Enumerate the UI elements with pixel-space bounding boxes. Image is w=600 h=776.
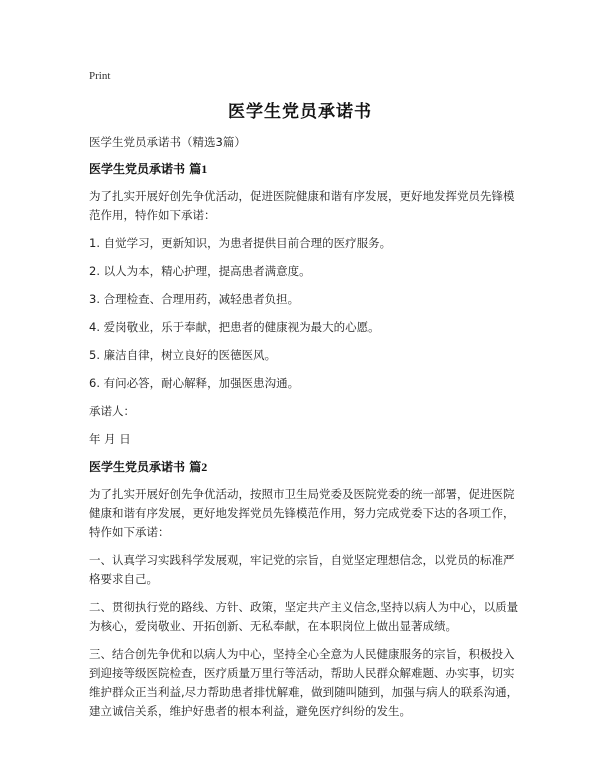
document-subtitle: 医学生党员承诺书（精选3篇）: [89, 135, 246, 149]
section-1-item: 5. 廉洁自律，树立良好的医德医风。: [89, 348, 277, 362]
section-1-signer: 承诺人：: [89, 404, 135, 418]
section-2-paragraph: 一、认真学习实践科学发展观，牢记党的宗旨，自觉坚定理想信念，以党员的标准严格要求自己。: [89, 553, 515, 586]
section-1-heading-num: 篇1: [189, 162, 208, 176]
section-2-paragraph: 三、结合创先争优和以病人为中心，坚持全心全意为人民健康服务的宗旨，积极投入到迎接等级医院检查，医疗质量万里行等活动，帮助人民群众解难题、办实事，切实维护群众正当利益,尽力帮助患者排忧解难，做到随叫随到，加强与病人的联系沟通，建立诚信关系，维护好患者的根本利益，避免医疗纠纷的发生。: [89, 647, 519, 718]
document-title: 医学生党员承诺书: [228, 102, 372, 122]
section-1-intro: 为了扎实开展好创先争优活动，促进医院健康和谐有序发展，更好地发挥党员先锋模范作用，特作如下承诺：: [89, 189, 515, 222]
section-1-heading-text: 医学生党员承诺书: [89, 162, 190, 176]
print-label[interactable]: Print: [89, 70, 111, 82]
section-1-item: 4. 爱岗敬业，乐于奉献，把患者的健康视为最大的心愿。: [89, 320, 380, 334]
section-2-heading-text: 医学生党员承诺书: [89, 460, 190, 474]
section-1-item: 3. 合理检查、合理用药，减轻患者负担。: [89, 292, 300, 306]
section-2-intro: 为了扎实开展好创先争优活动，按照市卫生局党委及医院党委的统一部署，促进医院健康和谐有序发展，更好地发挥党员先锋模范作用，努力完成党委下达的各项工作，特作如下承诺：: [89, 487, 515, 539]
section-1-heading: [89, 160, 521, 179]
section-1-item: 6. 有问必答，耐心解释，加强医患沟通。: [89, 376, 300, 390]
section-2-heading-num: 篇2: [189, 460, 208, 474]
document-body: [89, 133, 521, 730]
section-1-item: 2. 以人为本，精心护理，提高患者满意度。: [89, 264, 311, 278]
section-1-date: 年 月 日: [89, 432, 131, 446]
section-2-heading: [89, 458, 521, 477]
section-2-paragraph: 二、贯彻执行党的路线、方针、政策，坚定共产主义信念,坚持以病人为中心，以质量为核心，爱岗敬业、开拓创新、无私奉献，在本职岗位上做出显著成绩。: [89, 600, 519, 633]
section-1-item: 1. 自觉学习，更新知识，为患者提供目前合理的医疗服务。: [89, 236, 392, 250]
